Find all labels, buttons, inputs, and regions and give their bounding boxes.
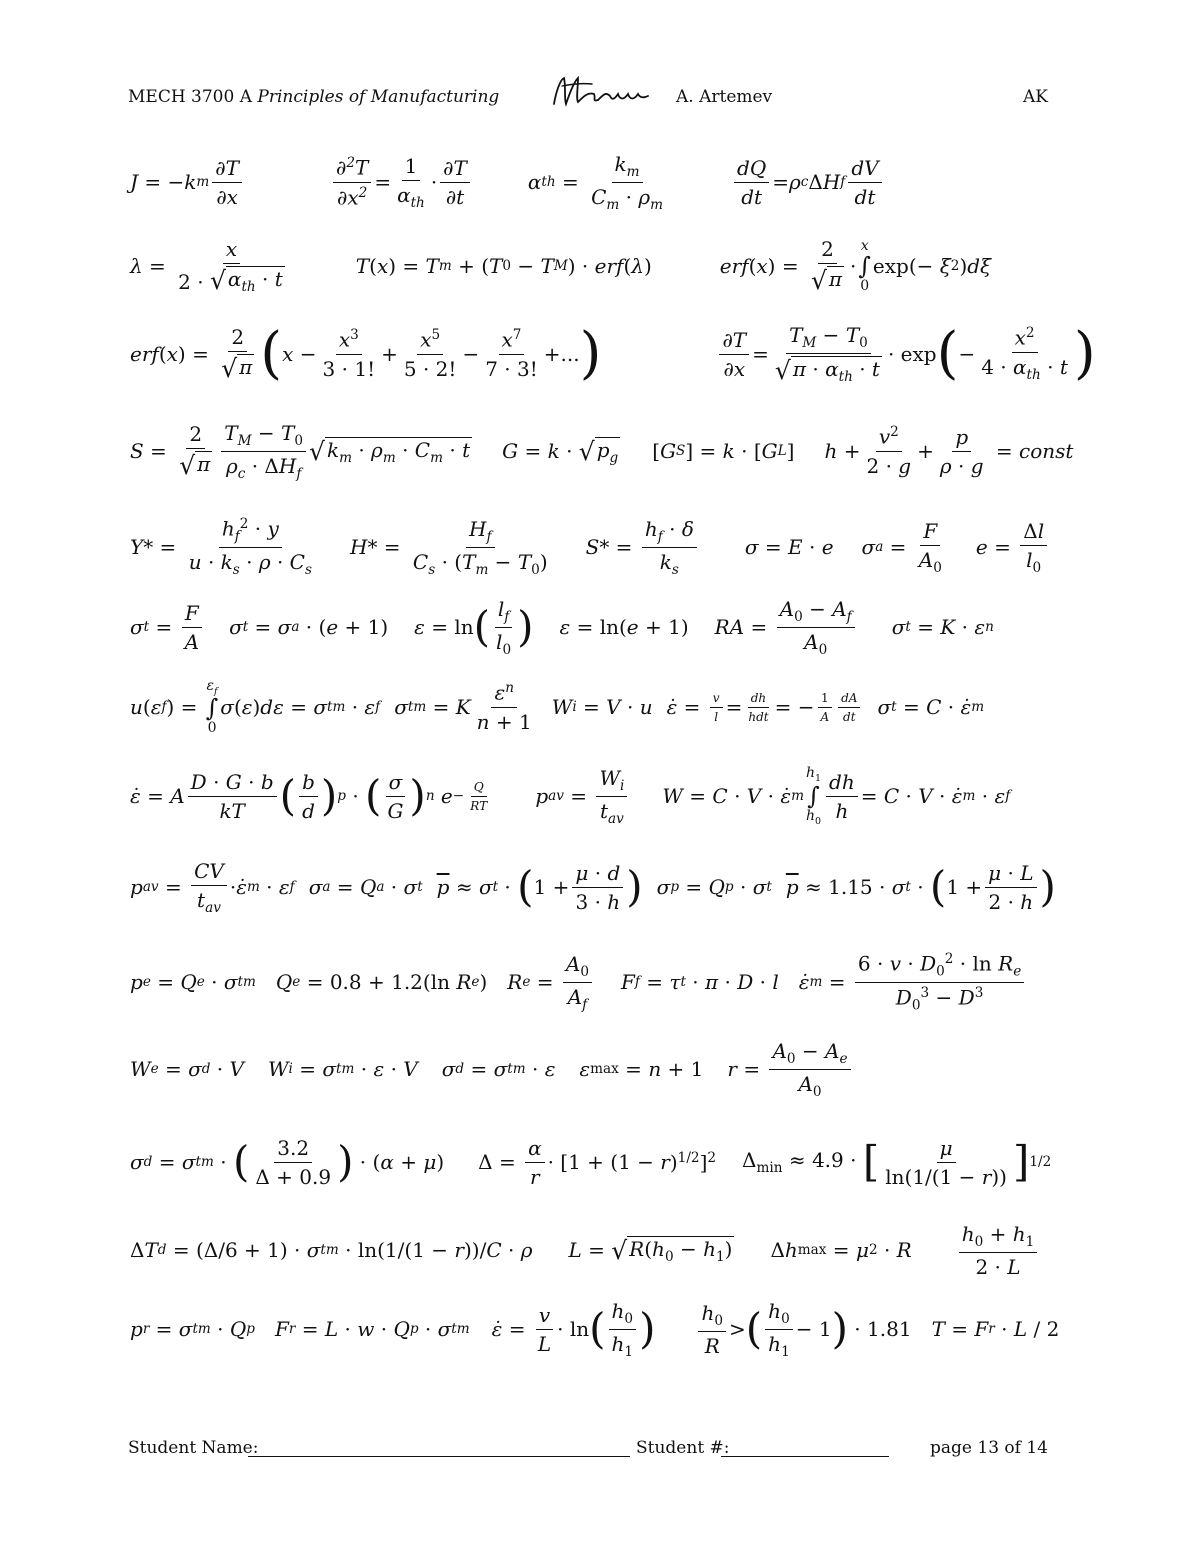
formula-temperature-gradient: $\frac{\partial T}{\partial x}$ = $T_M - T_0$ √ $\pi \cdot \alpha_{th} \cdot t$ · exp ( − $\frac{x^2}{4 \cdot \alpha_{th} \cdot t}$ ) <box>716 323 1095 385</box>
formula-bernoulli: h + $\frac{v^2}{2 \cdot g}$ + $\frac{p}{\rho \cdot g}$ = const <box>824 424 1074 478</box>
formula-flow-curve: σ t = K · ε n <box>891 615 994 639</box>
formula-rolling-strain-rate: ε̇ = $\frac{v}{L}$ · ln ( $\frac{h_0}{h_1}$ ) <box>491 1298 656 1360</box>
formula-row-extrusion <box>130 944 1050 1020</box>
student-name-blank[interactable] <box>248 1438 630 1457</box>
formula-extrusion-factor: Q e = 0.8 + 1.2(ln R e ) <box>275 970 488 994</box>
formula-true-stress: σ t = $\frac{F}{A}$ <box>130 601 205 654</box>
formula-s-star: S * = $\frac{h_f \cdot \delta}{k_s}$ <box>586 517 700 578</box>
formula-row-shell-thickness <box>130 416 1074 486</box>
formula-reduction: r = $\frac{A_0 - A_e}{A_0}$ <box>727 1039 853 1100</box>
formula-engineering-strain: e = $\frac{\Delta l}{l_0}$ <box>976 519 1050 576</box>
formula-max-strain: ε max = n + 1 <box>579 1057 704 1081</box>
student-number-blank[interactable] <box>721 1438 889 1457</box>
author-initials: AK <box>1023 87 1048 107</box>
formula-error-function-series: erf ( x ) = 2 √ π ( x − $\frac{x^3}{3 \cdot 1!}$ + $\frac{x^5}{5 \cdot 2!}$ − $\frac{x^7}{7 \cdot 3!}$ +... ) <box>130 321 602 386</box>
formula-row-rolling <box>130 1218 1050 1282</box>
formula-rolling-force: F r = L · w · Q p · σ tm <box>275 1317 470 1341</box>
formula-friction-force: F f = τ t · π · D · l <box>620 970 779 994</box>
formula-h-star: H * = $\frac{H_f}{C_s \cdot (T_m - T_0)}$ <box>349 516 548 578</box>
formula-row-heat-flux <box>130 150 1050 214</box>
formula-delta-min: $\Delta_{min} \approx 4.9$ · [ $\frac{\mu}{\ln(1/(1 - r))}$ ] 1/2 <box>742 1135 1052 1189</box>
formula-partition-concentration: [ G S ] = k · [ G L ] <box>652 439 795 463</box>
formula-error-function-integral: erf ( x ) = 2 √ π · x ∫ 0 exp(− ξ 2 ) dξ <box>719 237 992 295</box>
formula-creep-rate: ε̇ = A $\frac{D \cdot G \cdot b}{kT}$ ( $\frac{b}{d}$ ) p · ( $\frac{\sigma}{G}$ ) n e − $\frac{Q}{RT}$ <box>130 769 488 823</box>
formula-thickness-to-length: $\frac{h_0 + h_1}{2 \cdot L}$ <box>956 1222 1041 1279</box>
formula-rolling-pressure: p r = σ tm · Q p <box>130 1317 255 1341</box>
formula-row-welding-and-stress <box>130 510 1050 584</box>
formula-drawing-stress-die: σ d = σ tm · ( $\frac{3.2}{\Delta + 0.9}$ ) · ( α + μ ) <box>130 1135 445 1189</box>
formula-row-die-angle <box>130 1124 1050 1200</box>
formula-reduction-of-area: RA = $\frac{A_0 - A_f}{A_0}$ <box>715 597 858 658</box>
formula-internal-work: W i = σ tm · ε · V <box>267 1057 418 1081</box>
course-header <box>128 87 499 107</box>
formula-temperature-rise: Δ T d = (Δ/6 + 1) · σ tm · ln(1/(1 − r ))/ C · ρ <box>130 1238 533 1262</box>
formula-average-power-strain-rate: p av = $\frac{CV}{t_{av}}$ · ε̇ m · ε f <box>130 858 295 916</box>
page-header <box>128 82 1048 112</box>
formula-strain-rate-flow: σ t = C · ε̇ m <box>877 695 985 719</box>
formula-row-work <box>130 672 1050 742</box>
formula-shell-thickness: S = 2 √ π $\frac{T_M - T_0}{\rho_c \cdot \Delta H_f}$ √ $k_m \cdot \rho_m \cdot C_m \cdot t$ <box>130 420 471 482</box>
course-title: Principles of Manufacturing <box>257 87 500 107</box>
formula-row-drawing <box>130 1038 1050 1100</box>
formula-row-solidification <box>130 234 1050 298</box>
formula-true-stress-conversion: σ t = σ a · ( e + 1) <box>229 615 389 639</box>
formula-average-stress: σ a = Q a · σ t <box>308 875 423 899</box>
formula-ideal-work: W i = V · u <box>551 695 653 719</box>
formula-thermal-diffusivity: α th = $\frac{k_m}{C_m \cdot \rho_m}$ <box>527 151 664 213</box>
formula-true-strain: ε = ln ( $\frac{l_f}{l_0}$ ) <box>414 596 534 658</box>
formula-row-forging-pressure <box>130 852 1056 922</box>
author-name: A. Artemev <box>676 87 773 107</box>
formula-heat-release-rate: $\frac{dQ}{dt}$ = ρ c Δ H f $\frac{dV}{dt}$ <box>731 156 885 209</box>
formula-contact-length: L = √ $R(h_0 - h_1)$ <box>568 1235 733 1265</box>
course-code: MECH 3700 A <box>128 87 252 107</box>
formula-mean-strain-rate-extrusion: ε̇ m = $\frac{6 \cdot v \cdot D_0^2 \cdot \ln R_e}{D_0^3 - D^3}$ <box>799 951 1027 1013</box>
formula-inhomogeneity-criterion: $\frac{h_0}{R}$ > ( $\frac{h_0}{h_1}$ − 1 ) · 1.81 <box>695 1299 911 1360</box>
formula-row-creep-power <box>130 758 1050 834</box>
formula-y-star: Y * = $\frac{h_f^2 \cdot y}{u \cdot k_s \cdot \rho \cdot C_s}$ <box>130 516 312 578</box>
formula-work-integral: W = C · V · ε̇ m $h_1$ ∫ $h_0$ $\frac{dh}{h}$ = C · V · ε̇ m · ε f <box>662 765 1011 827</box>
formula-lambda: λ = x 2 · √ $\alpha_{th} \cdot t$ <box>130 237 283 295</box>
formula-strain-energy: u ( ε f ) = $\varepsilon_f$ ∫ 0 σ ( ε ) dε = σ tm · ε f <box>130 677 381 737</box>
formula-extrusion-pressure: p e = Q e · σ tm <box>130 970 256 994</box>
formula-mean-pressure-plane-strain: $\overline{p}$ ≈ 1.15 · σ t · ( 1 + $\frac{\mu \cdot L}{2 \cdot h}$ ) <box>785 860 1056 914</box>
formula-extrusion-ratio: R e = $\frac{A_0}{A_f}$ <box>507 952 595 1013</box>
formula-engineering-stress: σ a = $\frac{F}{A_0}$ <box>861 518 942 576</box>
formula-max-draft: Δ h max = μ 2 · R <box>770 1238 912 1262</box>
formula-row-rolling-force <box>130 1296 1060 1362</box>
formula-rolling-torque: T = F r · L / 2 <box>931 1317 1060 1341</box>
student-number-label: Student #: <box>636 1438 730 1458</box>
formula-strain-rate: ε̇ = $\frac{v}{l}$ = $\frac{dh}{\text{hdt}}$ = − $\frac{1}{A}$ $\frac{dA}{dt}$ <box>667 691 864 724</box>
formula-fourier-law: J = − k m $\frac{\partial T}{\partial x}$ <box>130 156 245 209</box>
formula-heat-equation: $\frac{\partial^2T}{\partial x^2}$ = $\frac{1}{\alpha_{th}}$ · $\frac{\partial T}{\partial t}$ <box>330 154 473 211</box>
formula-external-work: W e = σ d · V <box>130 1057 244 1081</box>
signature-image <box>548 74 656 110</box>
formula-average-power: p av = $\frac{W_i}{t_{av}}$ <box>535 766 630 827</box>
page-number: page 13 of 14 <box>930 1438 1048 1458</box>
student-name-label: Student Name: <box>128 1438 259 1458</box>
formula-row-erf-series <box>130 316 1096 392</box>
page-footer <box>128 1438 1048 1468</box>
formula-gas-solubility: G = k · √ $p_g$ <box>502 436 619 466</box>
formula-mean-pressure-upsetting: $\overline{p}$ ≈ σ t · ( 1 + $\frac{\mu \cdot d}{3 \cdot h}$ ) <box>436 860 643 914</box>
formula-temperature-profile: T ( x ) = T m + ( T 0 − T M ) · erf ( λ ) <box>355 254 652 278</box>
formula-mean-flow-stress: σ tm = K $\frac{\varepsilon^n}{n + 1}$ <box>394 680 532 734</box>
formula-true-strain-conversion: ε = ln( e + 1) <box>559 615 689 639</box>
formula-hooke-law: σ = E · e <box>744 535 834 559</box>
formula-drawing-stress: σ d = σ tm · ε <box>441 1057 556 1081</box>
formula-delta-parameter: Δ = $\frac{\alpha}{r}$ · [1 + (1 − r )$^{1/2}$]$^2$ <box>478 1135 717 1189</box>
formula-plane-strain-stress: σ p = Q p · σ t <box>656 875 772 899</box>
formula-row-true-stress <box>130 594 1050 660</box>
